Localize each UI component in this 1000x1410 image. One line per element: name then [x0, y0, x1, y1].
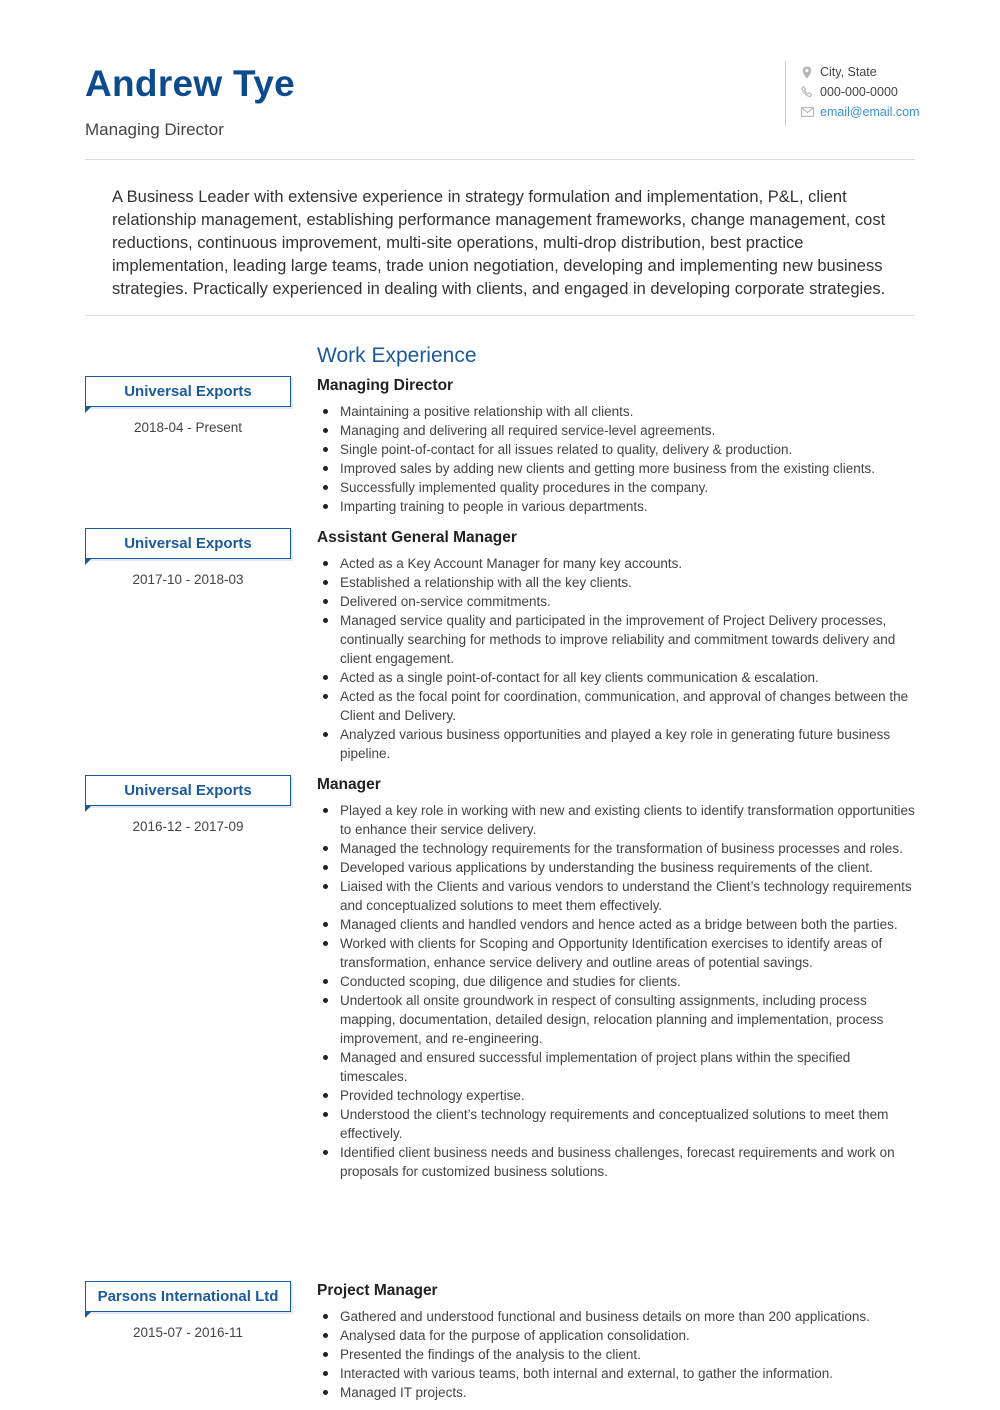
list-item: Single point-of-contact for all issues related to quality, delivery & production.	[317, 440, 915, 459]
list-item: Acted as a Key Account Manager for many key accounts.	[317, 554, 915, 573]
list-item: Imparting training to people in various departments.	[317, 497, 915, 516]
job-bullets	[317, 1307, 915, 1402]
job-dates: 2017-10 - 2018-03	[132, 572, 244, 587]
list-item: Presented the findings of the analysis to the client.	[317, 1345, 915, 1364]
job-title: Managing Director	[317, 377, 454, 394]
job-title: Project Manager	[317, 1282, 438, 1299]
list-item: Delivered on-service commitments.	[317, 592, 915, 611]
candidate-name: Andrew Tye	[85, 63, 295, 104]
list-item: Maintaining a positive relationship with all clients.	[317, 402, 915, 421]
list-item: Managed clients and handled vendors and hence acted as a bridge between both the parties.	[317, 915, 915, 934]
list-item: Acted as the focal point for coordination, communication, and approval of changes between the Client and Delivery.	[317, 687, 915, 725]
list-item: Analyzed various business opportunities and played a key role in generating future business pipeline.	[317, 725, 915, 763]
list-item: Undertook all onsite groundwork in respect of consulting assignments, including process mapping, documentation, detailed design, relocation planning and implementation, process improvement, and re-engineering.	[317, 991, 915, 1048]
list-item: Conducted scoping, due diligence and studies for clients.	[317, 972, 915, 991]
list-item: Interacted with various teams, both internal and external, to gather the information.	[317, 1364, 915, 1383]
company-label	[85, 1281, 291, 1312]
list-item: Improved sales by adding new clients and getting more business from the existing clients.	[317, 459, 915, 478]
email-link[interactable]: email@email.com	[820, 105, 920, 119]
job-dates: 2018-04 - Present	[133, 420, 243, 435]
list-item: Managed service quality and participated in the improvement of Project Delivery processes, continually searching for methods to improve reliability and commitment towards delivery and client engagement.	[317, 611, 915, 668]
summary-divider	[85, 315, 915, 316]
company-name: Universal Exports	[124, 383, 252, 400]
location-pin-icon	[798, 66, 816, 79]
list-item: Managing and delivering all required service-level agreements.	[317, 421, 915, 440]
list-item: Developed various applications by understanding the business requirements of the client.	[317, 858, 915, 877]
list-item: Analysed data for the purpose of application consolidation.	[317, 1326, 915, 1345]
phone-text: 000-000-0000	[820, 85, 898, 99]
list-item: Understood the client’s technology requirements and conceptualized solutions to meet them effectively.	[317, 1105, 915, 1143]
contact-email[interactable]	[798, 102, 920, 122]
job-title: Assistant General Manager	[317, 529, 517, 546]
professional-summary: A Business Leader with extensive experience in strategy formulation and implementation, P&L, client relationship management, establishing performance management frameworks, change management, cost reductions, continuous improvement, multi-site operations, multi-drop distribution, best practice implementation, leading large teams, trade union negotiation, developing and implementing new business strategies. Practically experienced in dealing with clients, and engaged in developing corporate strategies.	[112, 188, 886, 298]
list-item: Managed IT projects.	[317, 1383, 915, 1402]
list-item: Established a relationship with all the key clients.	[317, 573, 915, 592]
list-item: Managed and ensured successful implementation of project plans within the specified timescales.	[317, 1048, 915, 1086]
company-name: Parsons International Ltd	[97, 1288, 279, 1305]
job-bullets	[317, 554, 915, 763]
envelope-icon	[798, 107, 816, 117]
ribbon-tail	[85, 406, 92, 413]
list-item: Provided technology expertise.	[317, 1086, 915, 1105]
company-label	[85, 775, 291, 806]
list-item: Gathered and understood functional and business details on more than 200 applications.	[317, 1307, 915, 1326]
company-name: Universal Exports	[124, 782, 252, 799]
header-divider	[85, 159, 915, 160]
company-label	[85, 528, 291, 559]
job-dates: 2015-07 - 2016-11	[132, 1325, 244, 1340]
list-item: Liaised with the Clients and various vendors to understand the Client’s technology requirements and conceptualized solutions to meet them effectively.	[317, 877, 915, 915]
contact-location	[798, 62, 920, 82]
list-item: Managed the technology requirements for the transformation of business processes and roles.	[317, 839, 915, 858]
list-item: Acted as a single point-of-contact for all key clients communication & escalation.	[317, 668, 915, 687]
location-text: City, State	[820, 65, 877, 79]
company-name: Universal Exports	[124, 535, 252, 552]
list-item: Played a key role in working with new and existing clients to identify transformation opportunities to enhance their service delivery.	[317, 801, 915, 839]
job-bullets	[317, 402, 915, 516]
list-item: Worked with clients for Scoping and Opportunity Identification exercises to identify areas of transformation, enhance service delivery and outline areas of potential savings.	[317, 934, 915, 972]
list-item: Identified client business needs and business challenges, forecast requirements and work on proposals for customized business solutions.	[317, 1143, 915, 1181]
ribbon-tail	[85, 805, 92, 812]
work-experience-heading: Work Experience	[317, 344, 477, 367]
ribbon-tail	[85, 558, 92, 565]
list-item: Successfully implemented quality procedures in the company.	[317, 478, 915, 497]
candidate-role: Managing Director	[85, 120, 224, 139]
job-title: Manager	[317, 776, 381, 793]
contact-phone	[798, 82, 920, 102]
company-label	[85, 376, 291, 407]
resume-header	[85, 62, 295, 140]
job-bullets	[317, 801, 915, 1181]
ribbon-tail	[85, 1311, 92, 1318]
phone-icon	[798, 86, 816, 98]
job-dates: 2016-12 - 2017-09	[132, 819, 244, 834]
contact-block	[785, 62, 920, 126]
